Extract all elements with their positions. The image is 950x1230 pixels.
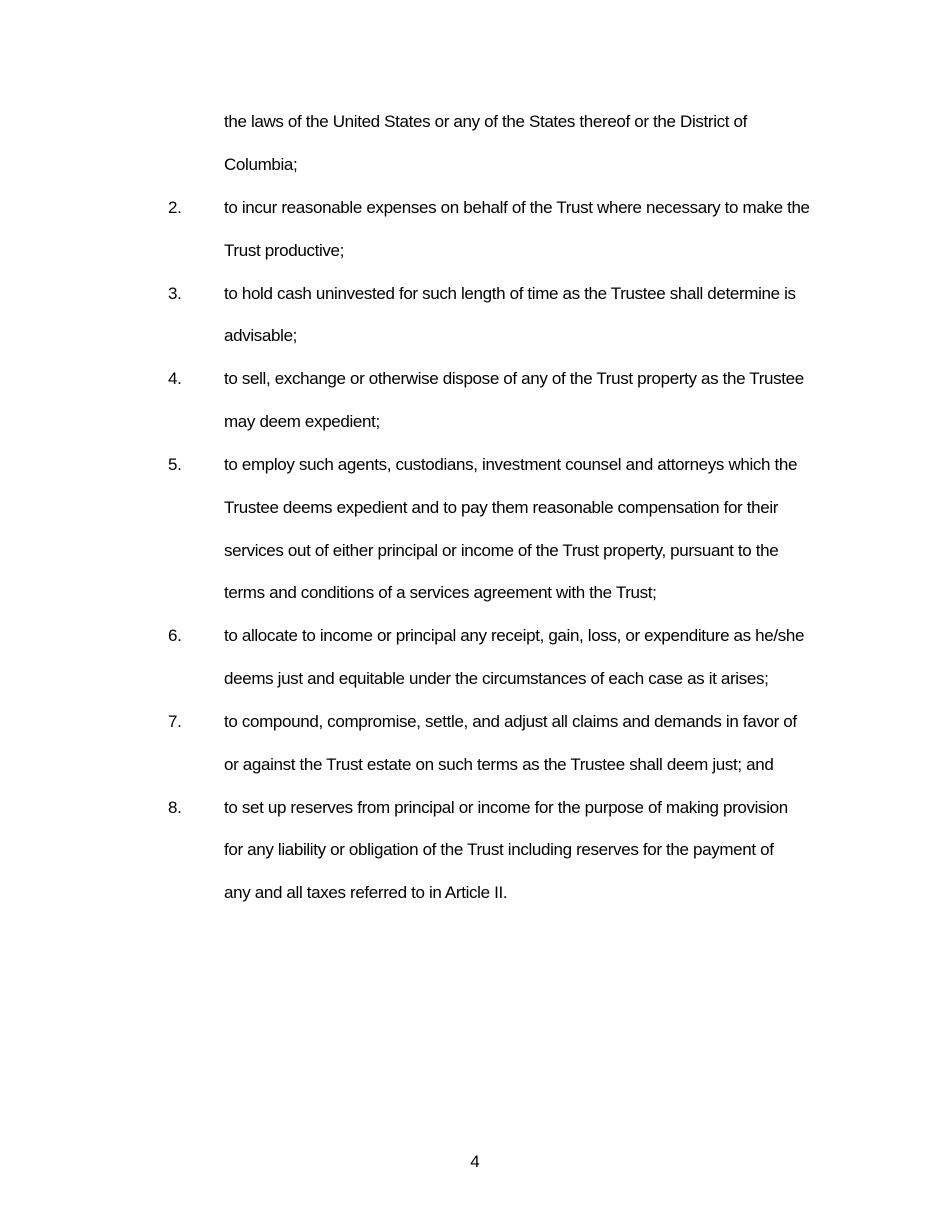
list-item-line: to sell, exchange or otherwise dispose of any of the Trust property as the Trustee	[224, 369, 804, 388]
list-item-line: services out of either principal or income of the Trust property, pursuant to the	[224, 541, 779, 560]
page-number: 4	[470, 1152, 480, 1171]
list-item-number: 5.	[168, 455, 182, 474]
list-item-number: 2.	[168, 198, 182, 217]
list-item-line: advisable;	[224, 326, 298, 345]
list-item-line: to incur reasonable expenses on behalf of the Trust where necessary to make the	[224, 198, 810, 217]
continuation-line: Columbia;	[224, 155, 298, 174]
list-item-line: any and all taxes referred to in Article II.	[224, 883, 508, 902]
list-item-line: may deem expedient;	[224, 412, 380, 431]
continuation-line: the laws of the United States or any of the States thereof or the District of	[224, 112, 748, 131]
list-item-line: to hold cash uninvested for such length of time as the Trustee shall determine is	[224, 284, 796, 303]
list-item-number: 4.	[168, 369, 182, 388]
list-item-number: 7.	[168, 712, 182, 731]
list-item-line: terms and conditions of a services agreement with the Trust;	[224, 583, 657, 602]
list-item-line: or against the Trust estate on such terms as the Trustee shall deem just; and	[224, 755, 774, 774]
list-item-number: 8.	[168, 798, 182, 817]
list-item-line: Trustee deems expedient and to pay them reasonable compensation for their	[224, 498, 779, 517]
list-item-line: to compound, compromise, settle, and adjust all claims and demands in favor of	[224, 712, 797, 731]
list-item-number: 3.	[168, 284, 182, 303]
list-item-line: for any liability or obligation of the Trust including reserves for the payment of	[224, 840, 774, 859]
list-item-line: to set up reserves from principal or income for the purpose of making provision	[224, 798, 788, 817]
list-item-line: to allocate to income or principal any receipt, gain, loss, or expenditure as he/she	[224, 626, 805, 645]
list-item-line: to employ such agents, custodians, investment counsel and attorneys which the	[224, 455, 798, 474]
list-item-line: Trust productive;	[224, 241, 345, 260]
list-item-line: deems just and equitable under the circumstances of each case as it arises;	[224, 669, 769, 688]
list-item-number: 6.	[168, 626, 182, 645]
